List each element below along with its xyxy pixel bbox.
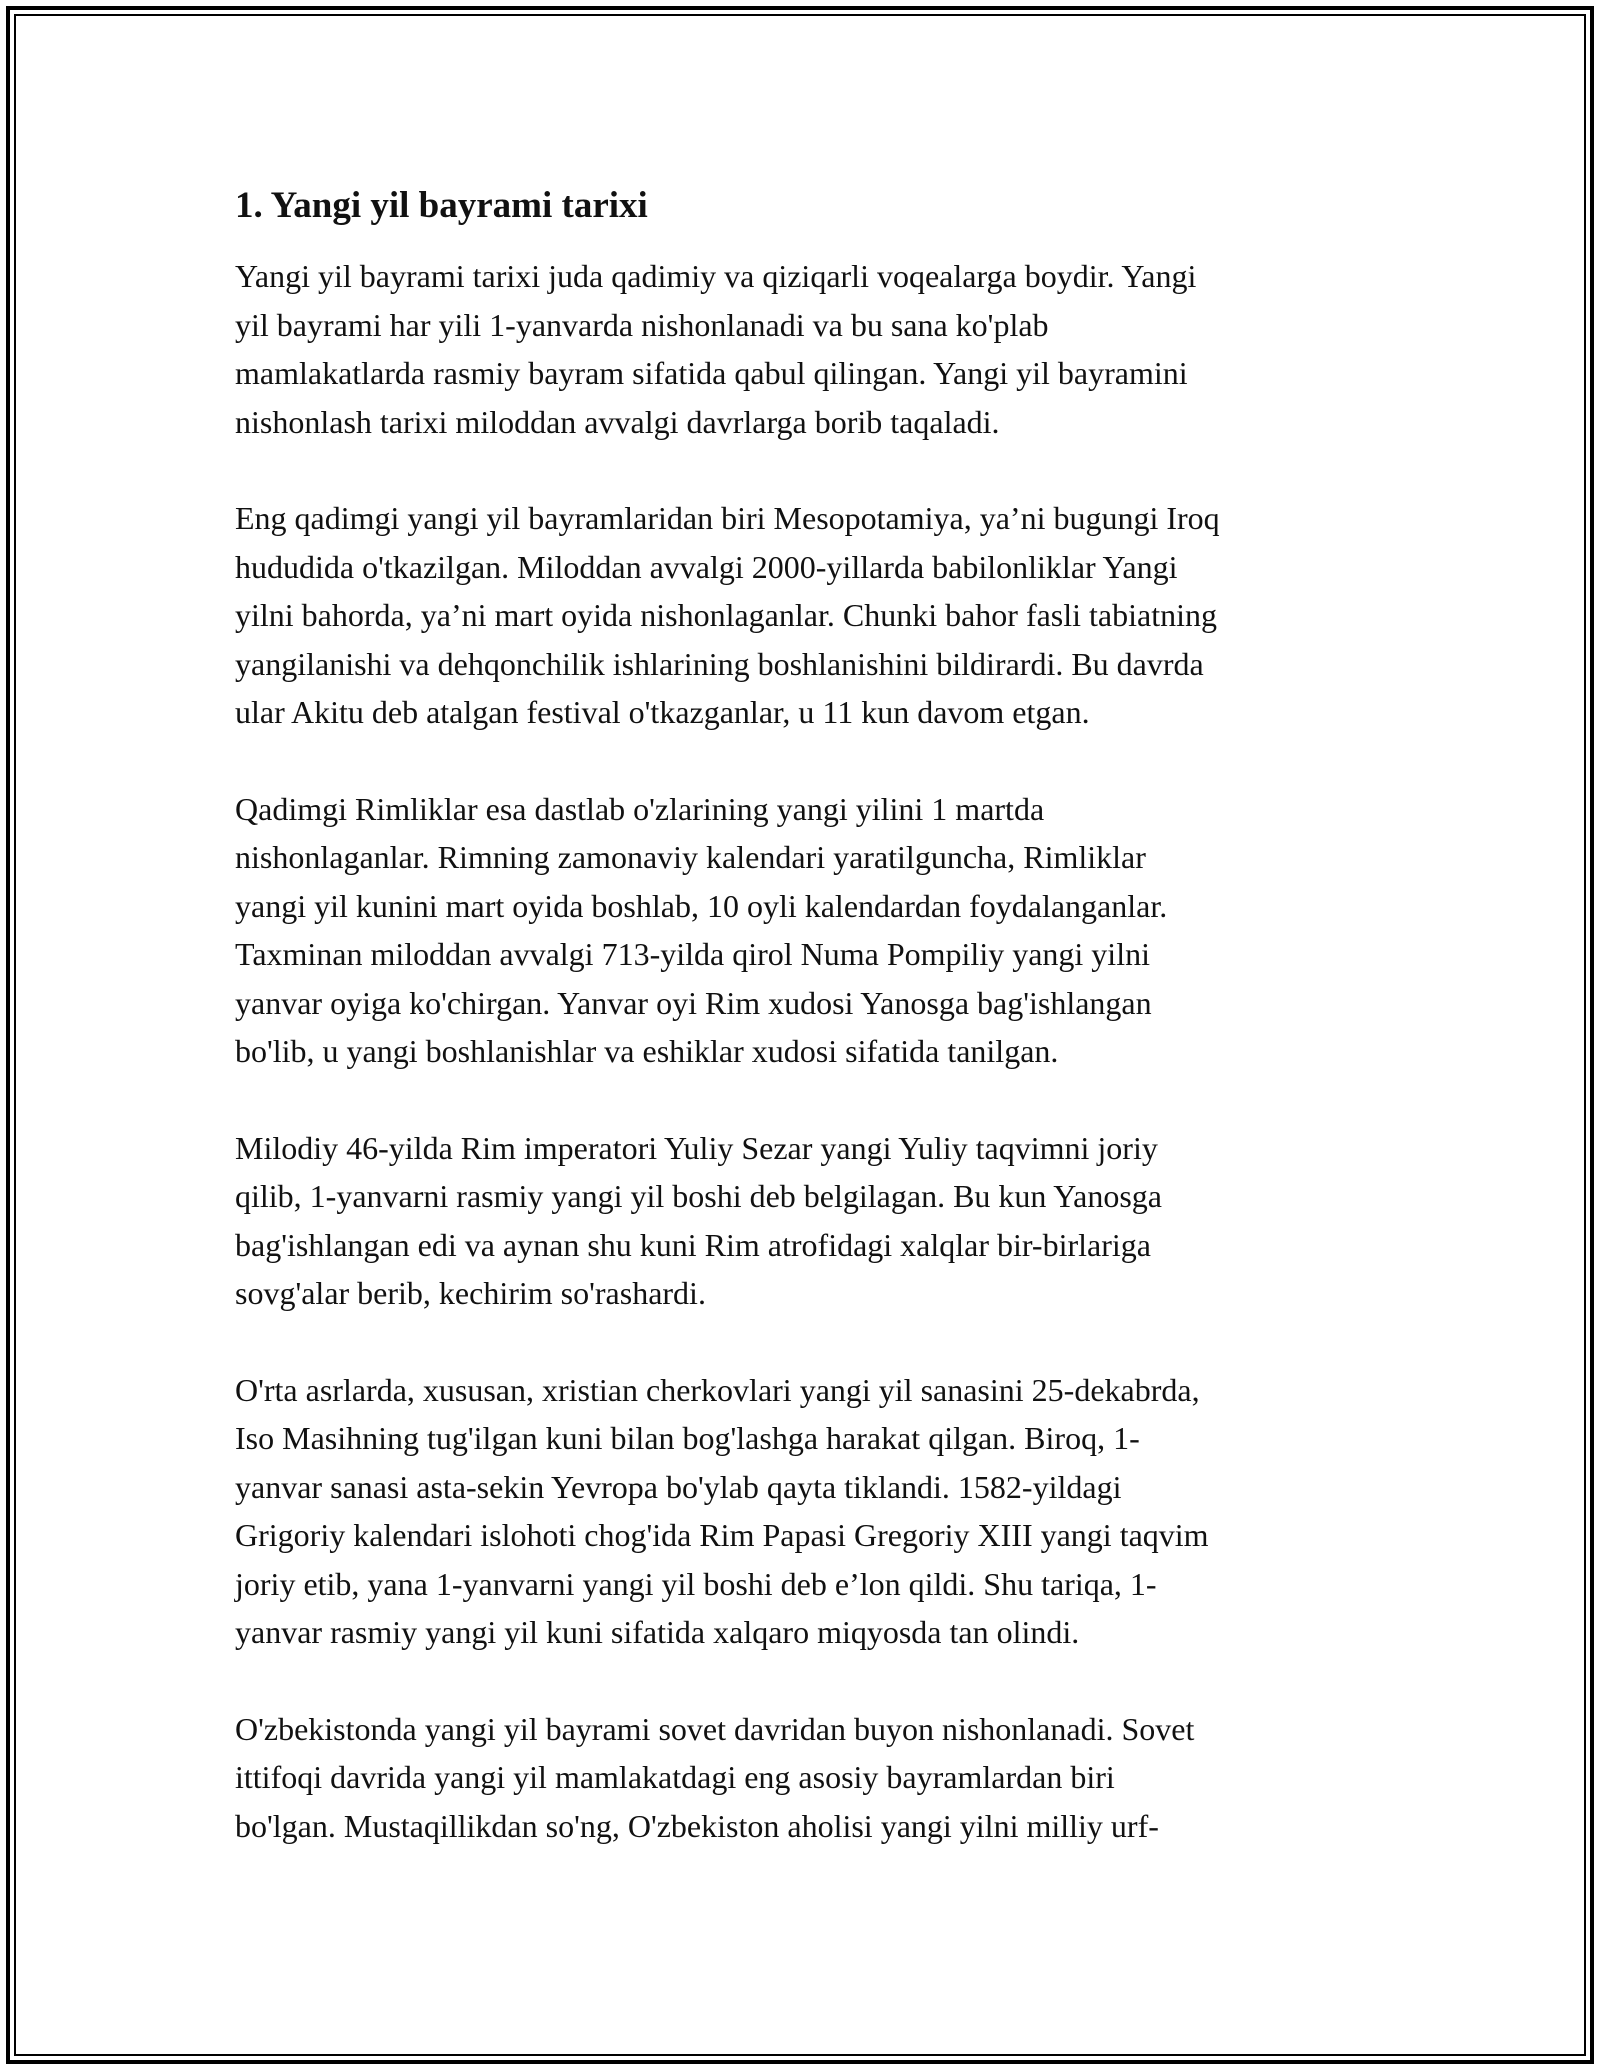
text-line: sovg'alar berib, kechirim so'rashardi. [235, 1275, 706, 1311]
text-line: mamlakatlarda rasmiy bayram sifatida qabul qilingan. Yangi yil bayramini [235, 355, 1188, 391]
text-line: yangi yil kunini mart oyida boshlab, 10 oyli kalendardan foydalanganlar. [235, 887, 1168, 924]
text-line: O'zbekistonda yangi yil bayrami sovet davridan buyon nishonlanadi. Sovet [235, 1710, 1195, 1747]
text-line: hududida o'tkazilgan. Miloddan avvalgi 2000-yillarda babilonliklar Yangi [235, 548, 1178, 585]
text-line: nishonlash tarixi miloddan avvalgi davrlarga borib taqaladi. [235, 403, 1000, 440]
text-line: Milodiy 46-yilda Rim imperatori Yuliy Sezar yangi Yuliy taqvimni joriy [235, 1129, 1158, 1166]
paragraph-5 [235, 1366, 1375, 1657]
paragraph-6 [235, 1705, 1375, 1851]
text-line: Yangi yil bayrami tarixi juda qadimiy va qiziqarli voqealarga boydir. Yangi [235, 258, 1197, 294]
text-line: yilni bahorda, ya’ni mart oyida nishonlaganlar. Chunki bahor fasli tabiatning [235, 597, 1217, 633]
text-line: yangilanishi va dehqonchilik ishlarining boshlanishini bildirardi. Bu davrda [235, 645, 1204, 682]
paragraph-1 [235, 252, 1375, 446]
text-line: nishonlaganlar. Rimning zamonaviy kalendari yaratilguncha, Rimliklar [235, 839, 1146, 875]
text-line: joriy etib, yana 1-yanvarni yangi yil boshi deb e’lon qildi. Shu tariqa, 1- [235, 1565, 1157, 1602]
text-line: Qadimgi Rimliklar esa dastlab o'zlarining yangi yilini 1 martda [235, 790, 1045, 827]
text-line: Eng qadimgi yangi yil bayramlaridan biri Mesopotamiya, ya’ni bugungi Iroq [235, 500, 1220, 536]
text-line: yanvar oyiga ko'chirgan. Yanvar oyi Rim xudosi Yanosga bag'ishlangan [235, 984, 1152, 1021]
document-body [235, 182, 1375, 1898]
text-line: bo'lgan. Mustaqillikdan so'ng, O'zbekiston aholisi yangi yilni milliy urf- [235, 1807, 1159, 1844]
text-line: yanvar rasmiy yangi yil kuni sifatida xalqaro miqyosda tan olindi. [235, 1614, 1080, 1650]
text-line: yanvar sanasi asta-sekin Yevropa bo'ylab qayta tiklandi. 1582-yildagi [235, 1468, 1122, 1505]
text-line: qilib, 1-yanvarni rasmiy yangi yil boshi deb belgilagan. Bu kun Yanosga [235, 1178, 1162, 1214]
paragraph-4 [235, 1124, 1375, 1318]
text-line: O'rta asrlarda, xususan, xristian cherkovlari yangi yil sanasini 25-dekabrda, [235, 1371, 1200, 1408]
paragraph-3 [235, 785, 1375, 1076]
paragraph-2 [235, 494, 1375, 737]
text-line: yil bayrami har yili 1-yanvarda nishonlanadi va bu sana ko'plab [235, 306, 1049, 343]
text-line: Taxminan miloddan avvalgi 713-yilda qirol Numa Pompiliy yangi yilni [235, 936, 1150, 972]
text-line: ittifoqi davrida yangi yil mamlakatdagi eng asosiy bayramlardan biri [235, 1759, 1115, 1795]
text-line: Grigoriy kalendari islohoti chog'ida Rim Papasi Gregoriy XIII yangi taqvim [235, 1517, 1209, 1553]
text-line: bag'ishlangan edi va aynan shu kuni Rim atrofidagi xalqlar bir-birlariga [235, 1226, 1151, 1263]
text-line: ular Akitu deb atalgan festival o'tkazganlar, u 11 kun davom etgan. [235, 694, 1090, 730]
section-heading: 1. Yangi yil bayrami tarixi [235, 185, 648, 226]
text-line: Iso Masihning tug'ilgan kuni bilan bog'lashga harakat qilgan. Biroq, 1- [235, 1420, 1140, 1456]
text-line: bo'lib, u yangi boshlanishlar va eshiklar xudosi sifatida tanilgan. [235, 1033, 1059, 1069]
